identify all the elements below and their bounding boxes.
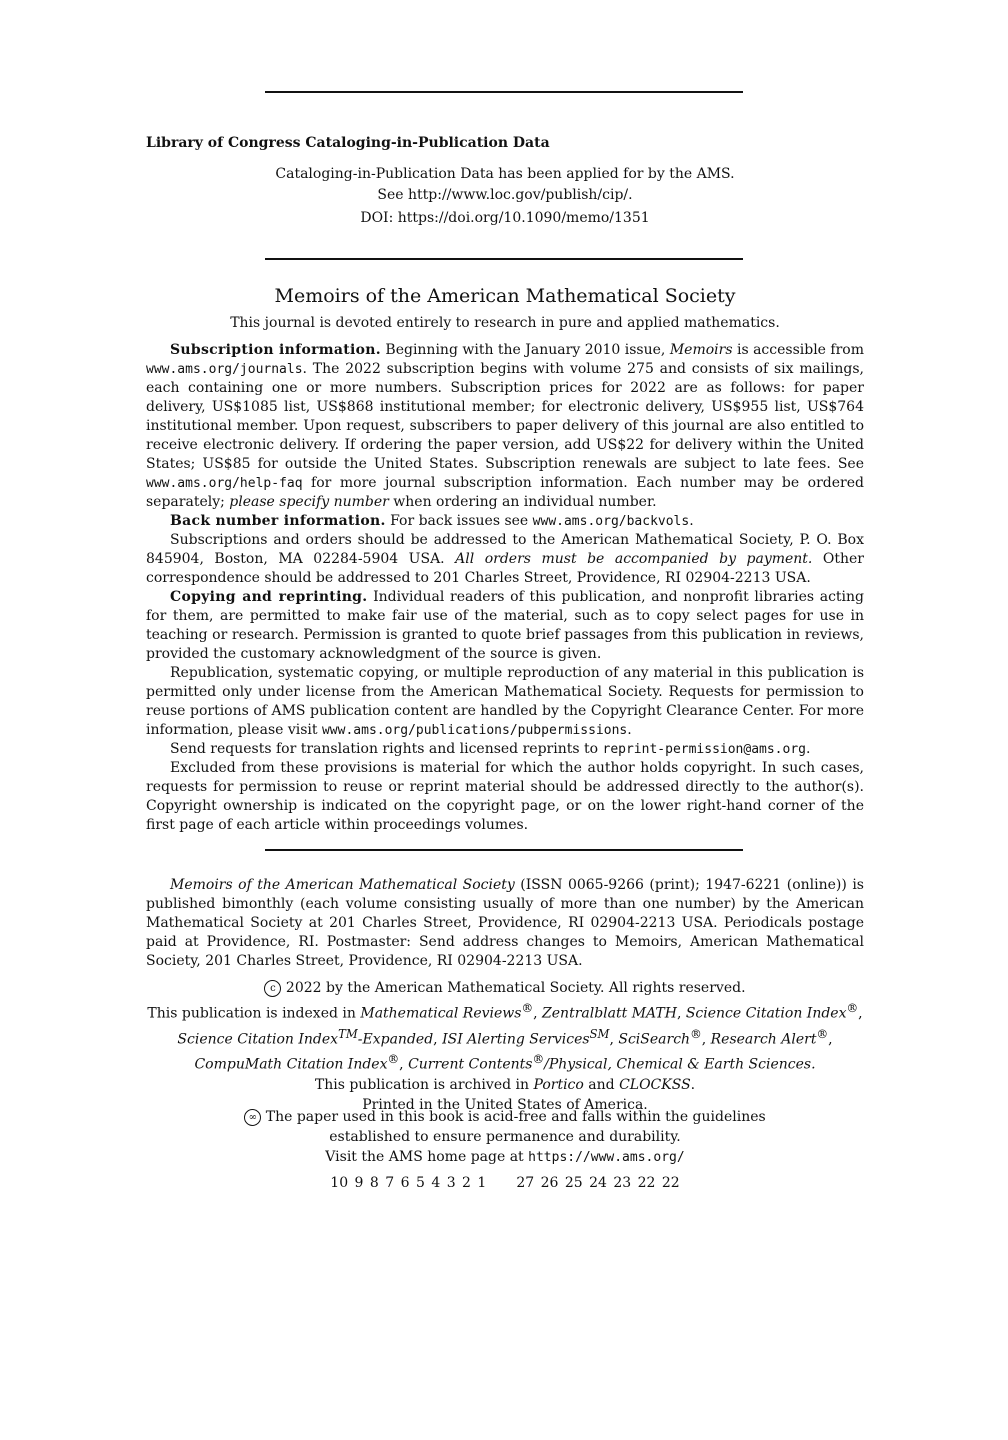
text: Subscriptions and orders should be addressed to the American Mathematical Society, P. O. Box 845904, Boston, MA 02284-5904 USA.	[146, 532, 864, 567]
index-name: Science Citation Index	[177, 1031, 339, 1048]
ams-homepage-link[interactable]: https://www.ams.org/	[528, 1150, 685, 1165]
orders-paragraph	[146, 531, 864, 588]
issn-paragraph	[146, 876, 864, 971]
subscription-label: Subscription information.	[170, 342, 381, 358]
copyright-icon: c	[264, 980, 281, 997]
trademark-mark: TM	[338, 1026, 358, 1041]
printed-line: Printed in the United States of America.	[362, 1096, 648, 1113]
journal-title: Memoirs of the American Mathematical Society	[274, 285, 736, 307]
index-name: -Expanded	[357, 1031, 434, 1048]
registered-mark: ®	[816, 1026, 829, 1041]
text: .	[690, 1076, 696, 1093]
issn-journal-title: Memoirs of the American Mathematical Society	[170, 877, 515, 893]
text: 2022 by the American Mathematical Society. All rights reserved.	[281, 980, 746, 996]
index-name: Zentralblatt MATH	[542, 1005, 677, 1022]
text: This publication is indexed in	[147, 1005, 361, 1022]
index-name: Mathematical Reviews	[360, 1005, 522, 1022]
registered-mark: ®	[846, 1001, 859, 1015]
year-number-line: 27 26 25 24 23 22 22	[516, 1175, 680, 1191]
paper-block	[146, 1107, 864, 1168]
excluded-paragraph	[146, 759, 864, 835]
text: Beginning with the January 2010 issue,	[380, 342, 670, 358]
index-name: ISI Alerting Services	[442, 1031, 590, 1048]
journals-link[interactable]: www.ams.org/journals	[146, 362, 303, 377]
text: Send requests for translation rights and licensed reprints to	[170, 741, 603, 757]
back-number-label: Back number information.	[170, 513, 386, 529]
text: This publication is archived in	[314, 1076, 534, 1093]
specify-number-italic: please specify number	[229, 494, 389, 510]
divider-rule	[265, 91, 743, 93]
divider-rule	[265, 849, 743, 851]
servicemark-mark: SM	[589, 1026, 610, 1041]
index-name: /Physical, Chemical & Earth Sciences.	[544, 1056, 816, 1073]
text: For back issues see	[385, 513, 533, 529]
text: and	[583, 1076, 620, 1093]
index-name: Current Contents	[408, 1056, 533, 1073]
text: is accessible from	[732, 342, 864, 358]
copying-paragraph	[146, 588, 864, 664]
republication-paragraph	[146, 664, 864, 740]
permanence-line: established to ensure permanence and durability.	[329, 1129, 681, 1145]
registered-mark: ®	[690, 1026, 702, 1041]
translation-paragraph	[146, 740, 864, 759]
text: .	[689, 513, 694, 529]
index-name: SciSearch	[618, 1031, 691, 1048]
doi-line: DOI: https://doi.org/10.1090/memo/1351	[360, 210, 650, 226]
text: Other correspondence should be addressed to 201 Charles Street, Providence, RI 02904-2213 USA.	[146, 551, 864, 586]
acid-free-line	[146, 1107, 864, 1127]
text: Visit the AMS home page at	[325, 1149, 529, 1165]
memoirs-italic: Memoirs	[669, 342, 733, 358]
text: The paper used in this book is acid-free and falls within the guidelines	[261, 1109, 766, 1125]
portico-italic: Portico	[533, 1076, 584, 1093]
index-name: Science Citation Index	[685, 1005, 847, 1022]
infinity-icon: ∞	[244, 1109, 261, 1126]
back-number-paragraph	[146, 512, 864, 531]
cip-heading: Library of Congress Cataloging-in-Publication Data	[146, 135, 550, 151]
backvols-link[interactable]: www.ams.org/backvols	[532, 514, 690, 529]
copyright-block	[146, 978, 864, 1115]
copyright-line	[146, 978, 864, 998]
text: Individual readers of this publication, and nonprofit libraries acting for them, are permitted to make fair use of the material, such as to copy select pages for use in teaching or research. Permission is granted to quote brief passages from this publication in reviews, provided the customary acknowledgment of the source is given.	[146, 589, 864, 662]
text: . The 2022 subscription begins with volume 275 and consists of six mailings, each containing one or more numbers. Subscription prices for 2022 are as follows: for paper delivery, US$1085 list, US$868 institutional member; for electronic delivery, US$955 list, US$764 institutional member. Upon request, subscribers to paper delivery of this journal are also entitled to receive electronic delivery. If ordering the paper version, add US$22 for delivery within the United States; US$85 for outside the United States. Subscription renewals are subject to late fees. See	[146, 361, 864, 472]
registered-mark: ®	[521, 1001, 534, 1015]
copying-label: Copying and reprinting.	[170, 589, 368, 605]
payment-italic: All orders must be accompanied by payment.	[455, 551, 813, 567]
index-name: Research Alert	[710, 1031, 817, 1048]
indexed-statement: This publication is indexed in Mathematical Reviews®, Zentralblatt MATH, Science Citation Index®, Science Citation Index™-Expanded, ISI Alerting Services℠, SciSearch®, Research Alert®, CompuMath Citation Index®, Current Contents®/Physical, Chemical & Earth Sciences.	[147, 1001, 863, 1073]
printing-number-line: 10 9 8 7 6 5 4 3 2 1	[330, 1175, 487, 1191]
text: when ordering an individual number.	[388, 494, 657, 510]
cip-line-2: See http://www.loc.gov/publish/cip/.	[377, 187, 633, 203]
text: .	[806, 741, 811, 757]
reprint-email-link[interactable]: reprint-permission@ams.org	[602, 742, 806, 757]
text: for more journal subscription information. Each number may be ordered separately;	[146, 475, 864, 510]
archived-line	[146, 1075, 864, 1095]
text: (ISSN 0065-9266 (print); 1947-6221 (online)) is published bimonthly (each volume consisting usually of more than one number) by the American Mathematical Society at 201 Charles Street, Providence, RI 02904-2213 USA. Periodicals postage paid at Providence, RI. Postmaster: Send address changes to Memoirs, American Mathematical Society, 201 Charles Street, Providence, RI 02904-2213 USA.	[146, 877, 864, 969]
printing-numbers	[146, 1175, 864, 1191]
registered-mark: ®	[532, 1052, 545, 1067]
cip-line-1: Cataloging-in-Publication Data has been applied for by the AMS.	[275, 166, 735, 182]
text: Excluded from these provisions is material for which the author holds copyright. In such cases, requests for permission to reuse or reprint material should be addressed directly to the author(s). Copyright ownership is indicated on the copyright page, or on the lower right-hand corner of the first page of each article within proceedings volumes.	[146, 760, 864, 833]
help-faq-link[interactable]: www.ams.org/help-faq	[146, 476, 303, 491]
journal-subtitle: This journal is devoted entirely to research in pure and applied mathematics.	[230, 315, 780, 331]
text: Republication, systematic copying, or multiple reproduction of any material in this publication is permitted only under license from the American Mathematical Society. Requests for permission to reuse portions of AMS publication content are handled by the Copyright Clearance Center. For more information, please visit	[146, 665, 864, 738]
issn-block	[146, 876, 864, 971]
clockss-italic: CLOCKSS	[619, 1076, 691, 1093]
divider-rule	[265, 258, 743, 260]
text: .	[627, 722, 632, 738]
pubpermissions-link[interactable]: www.ams.org/publications/pubpermissions	[321, 723, 628, 738]
index-name: CompuMath Citation Index	[194, 1056, 388, 1073]
registered-mark: ®	[387, 1052, 400, 1067]
visit-line	[146, 1147, 864, 1168]
journal-info-body	[146, 341, 864, 835]
subscription-paragraph	[146, 341, 864, 512]
